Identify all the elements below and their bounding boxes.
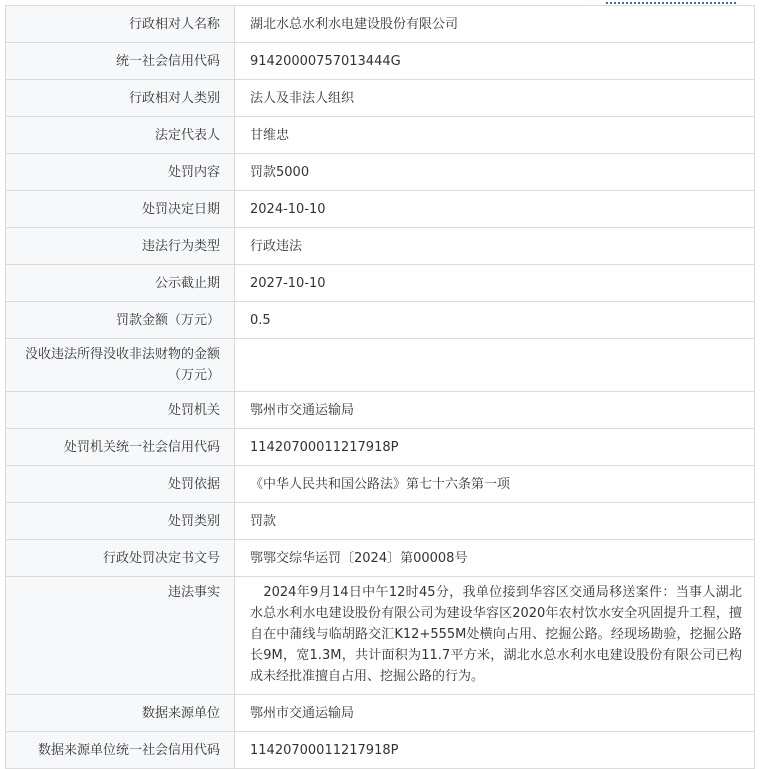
field-value: 鄂鄂交综华运罚〔2024〕第00008号 xyxy=(235,540,755,577)
field-value: 甘维忠 xyxy=(235,117,755,154)
table-row xyxy=(6,339,755,392)
field-label: 行政相对人类别 xyxy=(6,80,235,117)
field-label: 公示截止期 xyxy=(6,265,235,302)
table-row xyxy=(6,577,755,695)
field-label: 数据来源单位统一社会信用代码 xyxy=(6,732,235,769)
table-row xyxy=(6,695,755,732)
field-value: 91420000757013444G xyxy=(235,43,755,80)
table-row xyxy=(6,466,755,503)
field-label: 数据来源单位 xyxy=(6,695,235,732)
table-row xyxy=(6,503,755,540)
field-label: 处罚机关统一社会信用代码 xyxy=(6,429,235,466)
table-row xyxy=(6,302,755,339)
field-value: 《中华人民共和国公路法》第七十六条第一项 xyxy=(235,466,755,503)
field-value: 湖北水总水利水电建设股份有限公司 xyxy=(235,6,755,43)
field-label: 处罚类别 xyxy=(6,503,235,540)
field-value: 2024年9月14日中午12时45分，我单位接到华容区交通局移送案件：当事人湖北水总水利水电建设股份有限公司为建设华容区2020年农村饮水安全巩固提升工程，擅自在中蒲线与临胡路交汇K12+555M处横向占用、挖掘公路。经现场勘验，挖掘公路长9M，宽1.3M，共计面积为11.7平方米，湖北水总水利水电建设股份有限公司已构成未经批准擅自占用、挖掘公路的行为。 xyxy=(235,577,755,695)
field-value: 法人及非法人组织 xyxy=(235,80,755,117)
field-label: 处罚内容 xyxy=(6,154,235,191)
field-value: 罚款5000 xyxy=(235,154,755,191)
field-label: 违法行为类型 xyxy=(6,228,235,265)
field-label: 处罚决定日期 xyxy=(6,191,235,228)
field-label: 违法事实 xyxy=(6,577,235,695)
field-label: 处罚机关 xyxy=(6,392,235,429)
field-label: 统一社会信用代码 xyxy=(6,43,235,80)
field-value: 罚款 xyxy=(235,503,755,540)
table-row xyxy=(6,732,755,769)
field-value: 0.5 xyxy=(235,302,755,339)
penalty-record-table xyxy=(5,5,755,769)
field-value xyxy=(235,339,755,392)
table-row xyxy=(6,265,755,302)
table-row xyxy=(6,392,755,429)
field-label: 罚款金额（万元） xyxy=(6,302,235,339)
table-row xyxy=(6,540,755,577)
table-row xyxy=(6,154,755,191)
table-row xyxy=(6,228,755,265)
table-row xyxy=(6,191,755,228)
field-value: 11420700011217918P xyxy=(235,429,755,466)
cropped-link-text xyxy=(606,0,736,4)
field-value: 行政违法 xyxy=(235,228,755,265)
field-value: 2024-10-10 xyxy=(235,191,755,228)
field-value: 鄂州市交通运输局 xyxy=(235,392,755,429)
field-label: 行政相对人名称 xyxy=(6,6,235,43)
field-label: 行政处罚决定书文号 xyxy=(6,540,235,577)
table-row xyxy=(6,80,755,117)
table-row xyxy=(6,117,755,154)
field-label: 没收违法所得没收非法财物的金额（万元） xyxy=(6,339,235,392)
field-value: 2027-10-10 xyxy=(235,265,755,302)
field-label: 处罚依据 xyxy=(6,466,235,503)
field-label: 法定代表人 xyxy=(6,117,235,154)
table-row xyxy=(6,429,755,466)
field-value: 鄂州市交通运输局 xyxy=(235,695,755,732)
table-row xyxy=(6,43,755,80)
field-value: 11420700011217918P xyxy=(235,732,755,769)
table-row xyxy=(6,6,755,43)
